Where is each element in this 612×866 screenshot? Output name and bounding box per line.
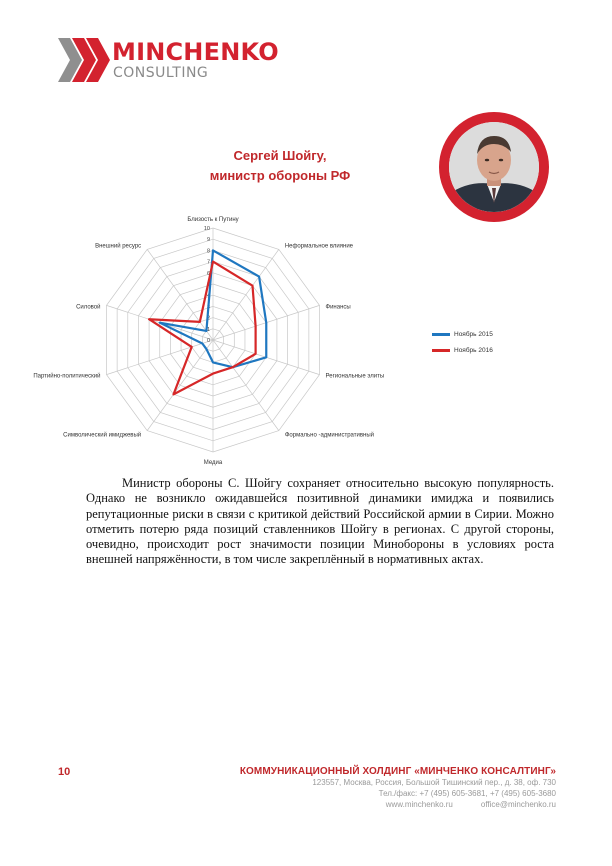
body-paragraph: Министр обороны С. Шойгу сохраняет относительно высокую популярность. Однако не возникло ожидавшейся позитивной динамики имиджа и появились репутационные риски в связи с критикой действий Российской армии в Сирии. Можно отметить потерю ряда позиций ставленников Шойгу в регионах. С другой стороны, очевидно, происходит рост значимости позиции Минобороны в условиях роста внешней напряжённости, в том числе закреплённый в нормативных актах. bbox=[86, 476, 554, 567]
legend-item-2016 bbox=[432, 342, 493, 358]
footer-address: 123557, Москва, Россия, Большой Тишинский пер., д. 38, оф. 730 bbox=[312, 778, 556, 787]
axis-label-2: Финансы bbox=[325, 304, 351, 311]
axis-label-0: Близость к Путину bbox=[187, 217, 239, 223]
legend-swatch-2015 bbox=[432, 333, 450, 336]
tick-label-7: 7 bbox=[206, 259, 210, 266]
axis-spoke-4 bbox=[213, 340, 279, 431]
axis-label-3: Региональные элиты bbox=[325, 373, 385, 380]
footer-email-link[interactable]: office@minchenko.ru bbox=[480, 800, 556, 809]
legend-label-2015: Ноябрь 2015 bbox=[454, 330, 493, 338]
tick-label-6: 6 bbox=[206, 270, 210, 277]
tick-label-4: 4 bbox=[206, 293, 210, 300]
chart-title-line1: Сергей Шойгу, bbox=[233, 148, 327, 163]
footer-website-link[interactable]: www.minchenko.ru bbox=[385, 800, 453, 809]
legend-label-2016: Ноябрь 2016 bbox=[454, 346, 493, 354]
axis-label-9: Внешний ресурс bbox=[95, 243, 142, 250]
axis-label-4: Формально -административный bbox=[284, 432, 375, 439]
tick-label-3: 3 bbox=[206, 304, 210, 311]
axis-label-6: Символический имиджевый bbox=[63, 432, 142, 439]
footer-phone: Тел./факс: +7 (495) 605-3681, +7 (495) 605-3680 bbox=[378, 789, 556, 798]
page-number: 10 bbox=[58, 766, 71, 778]
logo-subtitle: CONSULTING bbox=[113, 65, 209, 81]
axis-spoke-6 bbox=[147, 340, 213, 431]
footer bbox=[196, 766, 556, 810]
tick-label-9: 9 bbox=[206, 237, 210, 244]
logo-name: MINCHENKO bbox=[112, 38, 279, 66]
chart-title-line2: министр обороны РФ bbox=[209, 168, 351, 183]
axis-spoke-1 bbox=[213, 249, 279, 340]
chart-legend bbox=[432, 326, 493, 358]
legend-swatch-2016 bbox=[432, 349, 450, 352]
footer-company: КОММУНИКАЦИОННЫЙ ХОЛДИНГ «МИНЧЕНКО КОНСАЛТИНГ» bbox=[239, 766, 556, 777]
axis-label-5: Медиа bbox=[203, 460, 223, 466]
tick-label-10: 10 bbox=[203, 226, 210, 232]
legend-item-2015 bbox=[432, 326, 493, 342]
tick-label-5: 5 bbox=[206, 282, 210, 288]
axis-label-1: Неформальное влияние bbox=[284, 243, 354, 250]
axis-label-7: Партийно-политический bbox=[33, 373, 101, 380]
tick-label-8: 8 bbox=[206, 248, 210, 255]
tick-label-2: 2 bbox=[206, 315, 210, 322]
tick-label-0: 0 bbox=[206, 338, 210, 344]
footer-contacts bbox=[196, 799, 556, 810]
tick-label-1: 1 bbox=[206, 326, 210, 333]
axis-label-8: Силовой bbox=[76, 304, 101, 311]
